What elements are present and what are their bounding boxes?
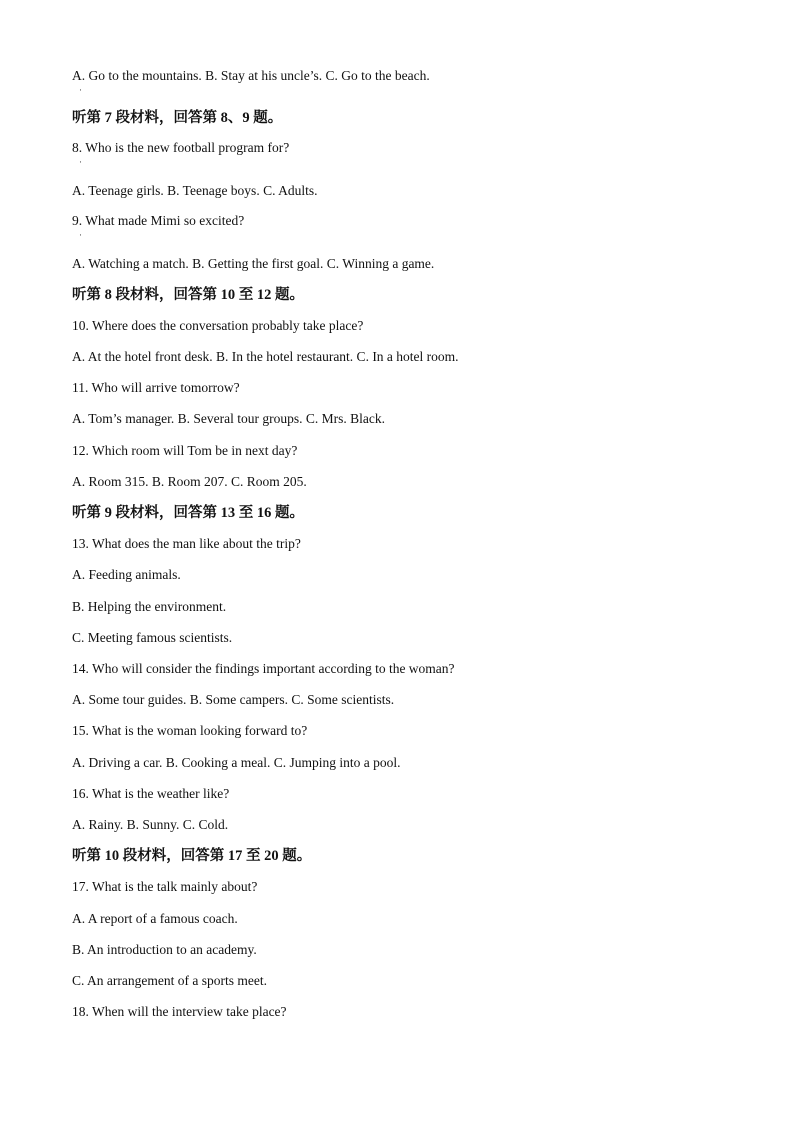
question-15: 15. What is the woman looking forward to? <box>72 723 308 738</box>
question-11: 11. Who will arrive tomorrow? <box>72 380 240 395</box>
question-12: 12. Which room will Tom be in next day? <box>72 443 298 458</box>
period-mark: · <box>79 230 82 240</box>
option-line-q7: A. Go to the mountains. B. Stay at his uncle’s. C. Go to the beach. <box>72 68 430 83</box>
section-heading-7: 听第 7 段材料，回答第 8、9 题。 <box>72 110 283 126</box>
question-16: 16. What is the weather like? <box>72 786 230 801</box>
question-17: 17. What is the talk mainly about? <box>72 879 258 894</box>
question-9: 9. What made Mimi so excited? <box>72 213 245 228</box>
option-17c: C. An arrangement of a sports meet. <box>72 973 267 988</box>
options-q14: A. Some tour guides. B. Some campers. C. Some scientists. <box>72 692 395 707</box>
section-heading-10: 听第 10 段材料，回答第 17 至 20 题。 <box>72 848 312 864</box>
question-18: 18. When will the interview take place? <box>72 1004 287 1019</box>
options-q12: A. Room 315. B. Room 207. C. Room 205. <box>72 474 307 489</box>
options-q9: A. Watching a match. B. Getting the first goal. C. Winning a game. <box>72 256 435 271</box>
option-17b: B. An introduction to an academy. <box>72 942 257 957</box>
option-13c: C. Meeting famous scientists. <box>72 630 233 645</box>
option-17a: A. A report of a famous coach. <box>72 911 238 926</box>
period-mark: · <box>79 85 82 95</box>
options-q10: A. At the hotel front desk. B. In the hotel restaurant. C. In a hotel room. <box>72 349 459 364</box>
question-14: 14. Who will consider the findings important according to the woman? <box>72 661 455 676</box>
option-13a: A. Feeding animals. <box>72 567 181 582</box>
option-13b: B. Helping the environment. <box>72 599 227 614</box>
question-13: 13. What does the man like about the trip? <box>72 536 301 551</box>
options-q11: A. Tom’s manager. B. Several tour groups. C. Mrs. Black. <box>72 411 386 426</box>
section-heading-9: 听第 9 段材料，回答第 13 至 16 题。 <box>72 505 304 521</box>
options-q16: A. Rainy. B. Sunny. C. Cold. <box>72 817 229 832</box>
options-q8: A. Teenage girls. B. Teenage boys. C. Adults. <box>72 183 318 198</box>
options-q15: A. Driving a car. B. Cooking a meal. C. Jumping into a pool. <box>72 755 401 770</box>
period-mark: · <box>79 157 82 167</box>
question-8: 8. Who is the new football program for? <box>72 140 290 155</box>
question-10: 10. Where does the conversation probably take place? <box>72 318 364 333</box>
section-heading-8: 听第 8 段材料，回答第 10 至 12 题。 <box>72 287 304 303</box>
